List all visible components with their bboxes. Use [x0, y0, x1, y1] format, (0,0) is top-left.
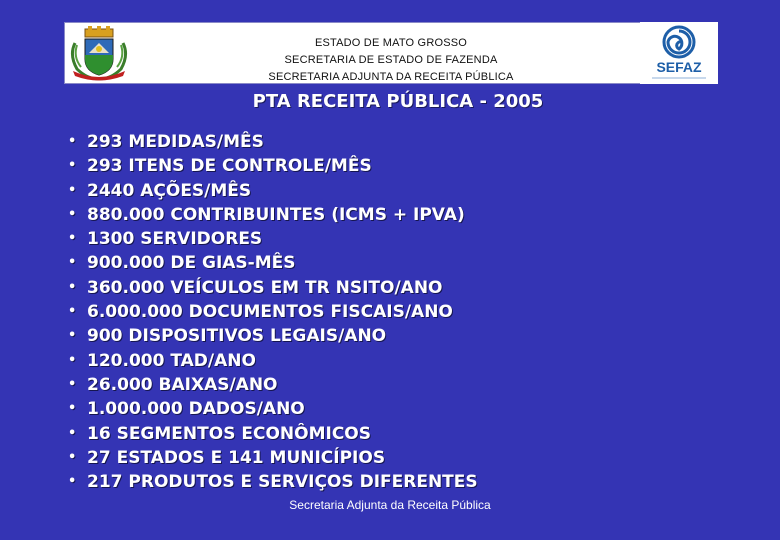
- list-item: [68, 300, 478, 324]
- list-item-text: 880.000 CONTRIBUINTES (ICMS + IPVA): [87, 204, 465, 225]
- bullet-icon: •: [68, 231, 77, 247]
- list-item: [68, 446, 478, 470]
- bullet-icon: •: [68, 352, 77, 368]
- list-item-text: 16 SEGMENTOS ECONÔMICOS: [87, 423, 371, 444]
- bullet-icon: •: [68, 206, 77, 222]
- list-item-text: 1300 SERVIDORES: [87, 229, 263, 250]
- list-item: [68, 276, 478, 300]
- list-item: [68, 227, 478, 251]
- header-banner: [64, 22, 656, 84]
- list-item-text: 26.000 BAIXAS/ANO: [87, 374, 278, 395]
- metrics-list: [68, 130, 478, 494]
- list-item-text: 217 PRODUTOS E SERVIÇOS DIFERENTES: [87, 472, 478, 493]
- list-item: [68, 397, 478, 421]
- list-item: [68, 251, 478, 275]
- header-text-block: [215, 35, 567, 86]
- list-item-text: 900 DISPOSITIVOS LEGAIS/ANO: [87, 326, 387, 347]
- bullet-icon: •: [68, 401, 77, 417]
- list-item-text: 27 ESTADOS E 141 MUNICÍPIOS: [87, 447, 386, 468]
- list-item: [68, 130, 478, 154]
- list-item-text: 900.000 DE GIAS-MÊS: [87, 253, 296, 274]
- bullet-icon: •: [68, 376, 77, 392]
- bullet-icon: •: [68, 158, 77, 174]
- list-item-text: 6.000.000 DOCUMENTOS FISCAIS/ANO: [87, 302, 453, 323]
- list-item-text: 360.000 VEÍCULOS EM TR NSITO/ANO: [87, 277, 443, 298]
- list-item-text: 293 ITENS DE CONTROLE/MÊS: [87, 156, 372, 177]
- bullet-icon: •: [68, 304, 77, 320]
- footer-caption: Secretaria Adjunta da Receita Pública: [289, 498, 491, 512]
- sefaz-logo: [640, 22, 718, 84]
- sefaz-logo-text: SEFAZ: [656, 59, 702, 75]
- sefaz-spiral-icon: [640, 22, 718, 84]
- bullet-icon: •: [68, 182, 77, 198]
- header-line-secretariat: SECRETARIA DE ESTADO DE FAZENDA: [284, 54, 498, 66]
- bullet-icon: •: [68, 255, 77, 271]
- bullet-icon: •: [68, 425, 77, 441]
- list-item-text: 120.000 TAD/ANO: [87, 350, 256, 371]
- list-item-text: 2440 AÇÕES/MÊS: [87, 180, 252, 201]
- header-line-state: ESTADO DE MATO GROSSO: [314, 37, 468, 49]
- list-item: [68, 349, 478, 373]
- list-item: [68, 373, 478, 397]
- list-item: [68, 203, 478, 227]
- page-title: PTA RECEITA PÚBLICA - 2005: [252, 91, 544, 112]
- list-item: [68, 179, 478, 203]
- header-line-adjunct: SECRETARIA ADJUNTA DA RECEITA PÚBLICA: [268, 71, 514, 83]
- bullet-icon: •: [68, 449, 77, 465]
- bullet-icon: •: [68, 474, 77, 490]
- list-item: [68, 422, 478, 446]
- state-crest-icon: [67, 25, 131, 81]
- list-item: [68, 470, 478, 494]
- list-item-text: 293 MEDIDAS/MÊS: [87, 132, 264, 152]
- bullet-icon: •: [68, 134, 77, 149]
- list-item: [68, 324, 478, 348]
- bullet-icon: •: [68, 328, 77, 344]
- list-item-text: 1.000.000 DADOS/ANO: [87, 399, 305, 420]
- bullet-icon: •: [68, 279, 77, 295]
- list-item: [68, 154, 478, 178]
